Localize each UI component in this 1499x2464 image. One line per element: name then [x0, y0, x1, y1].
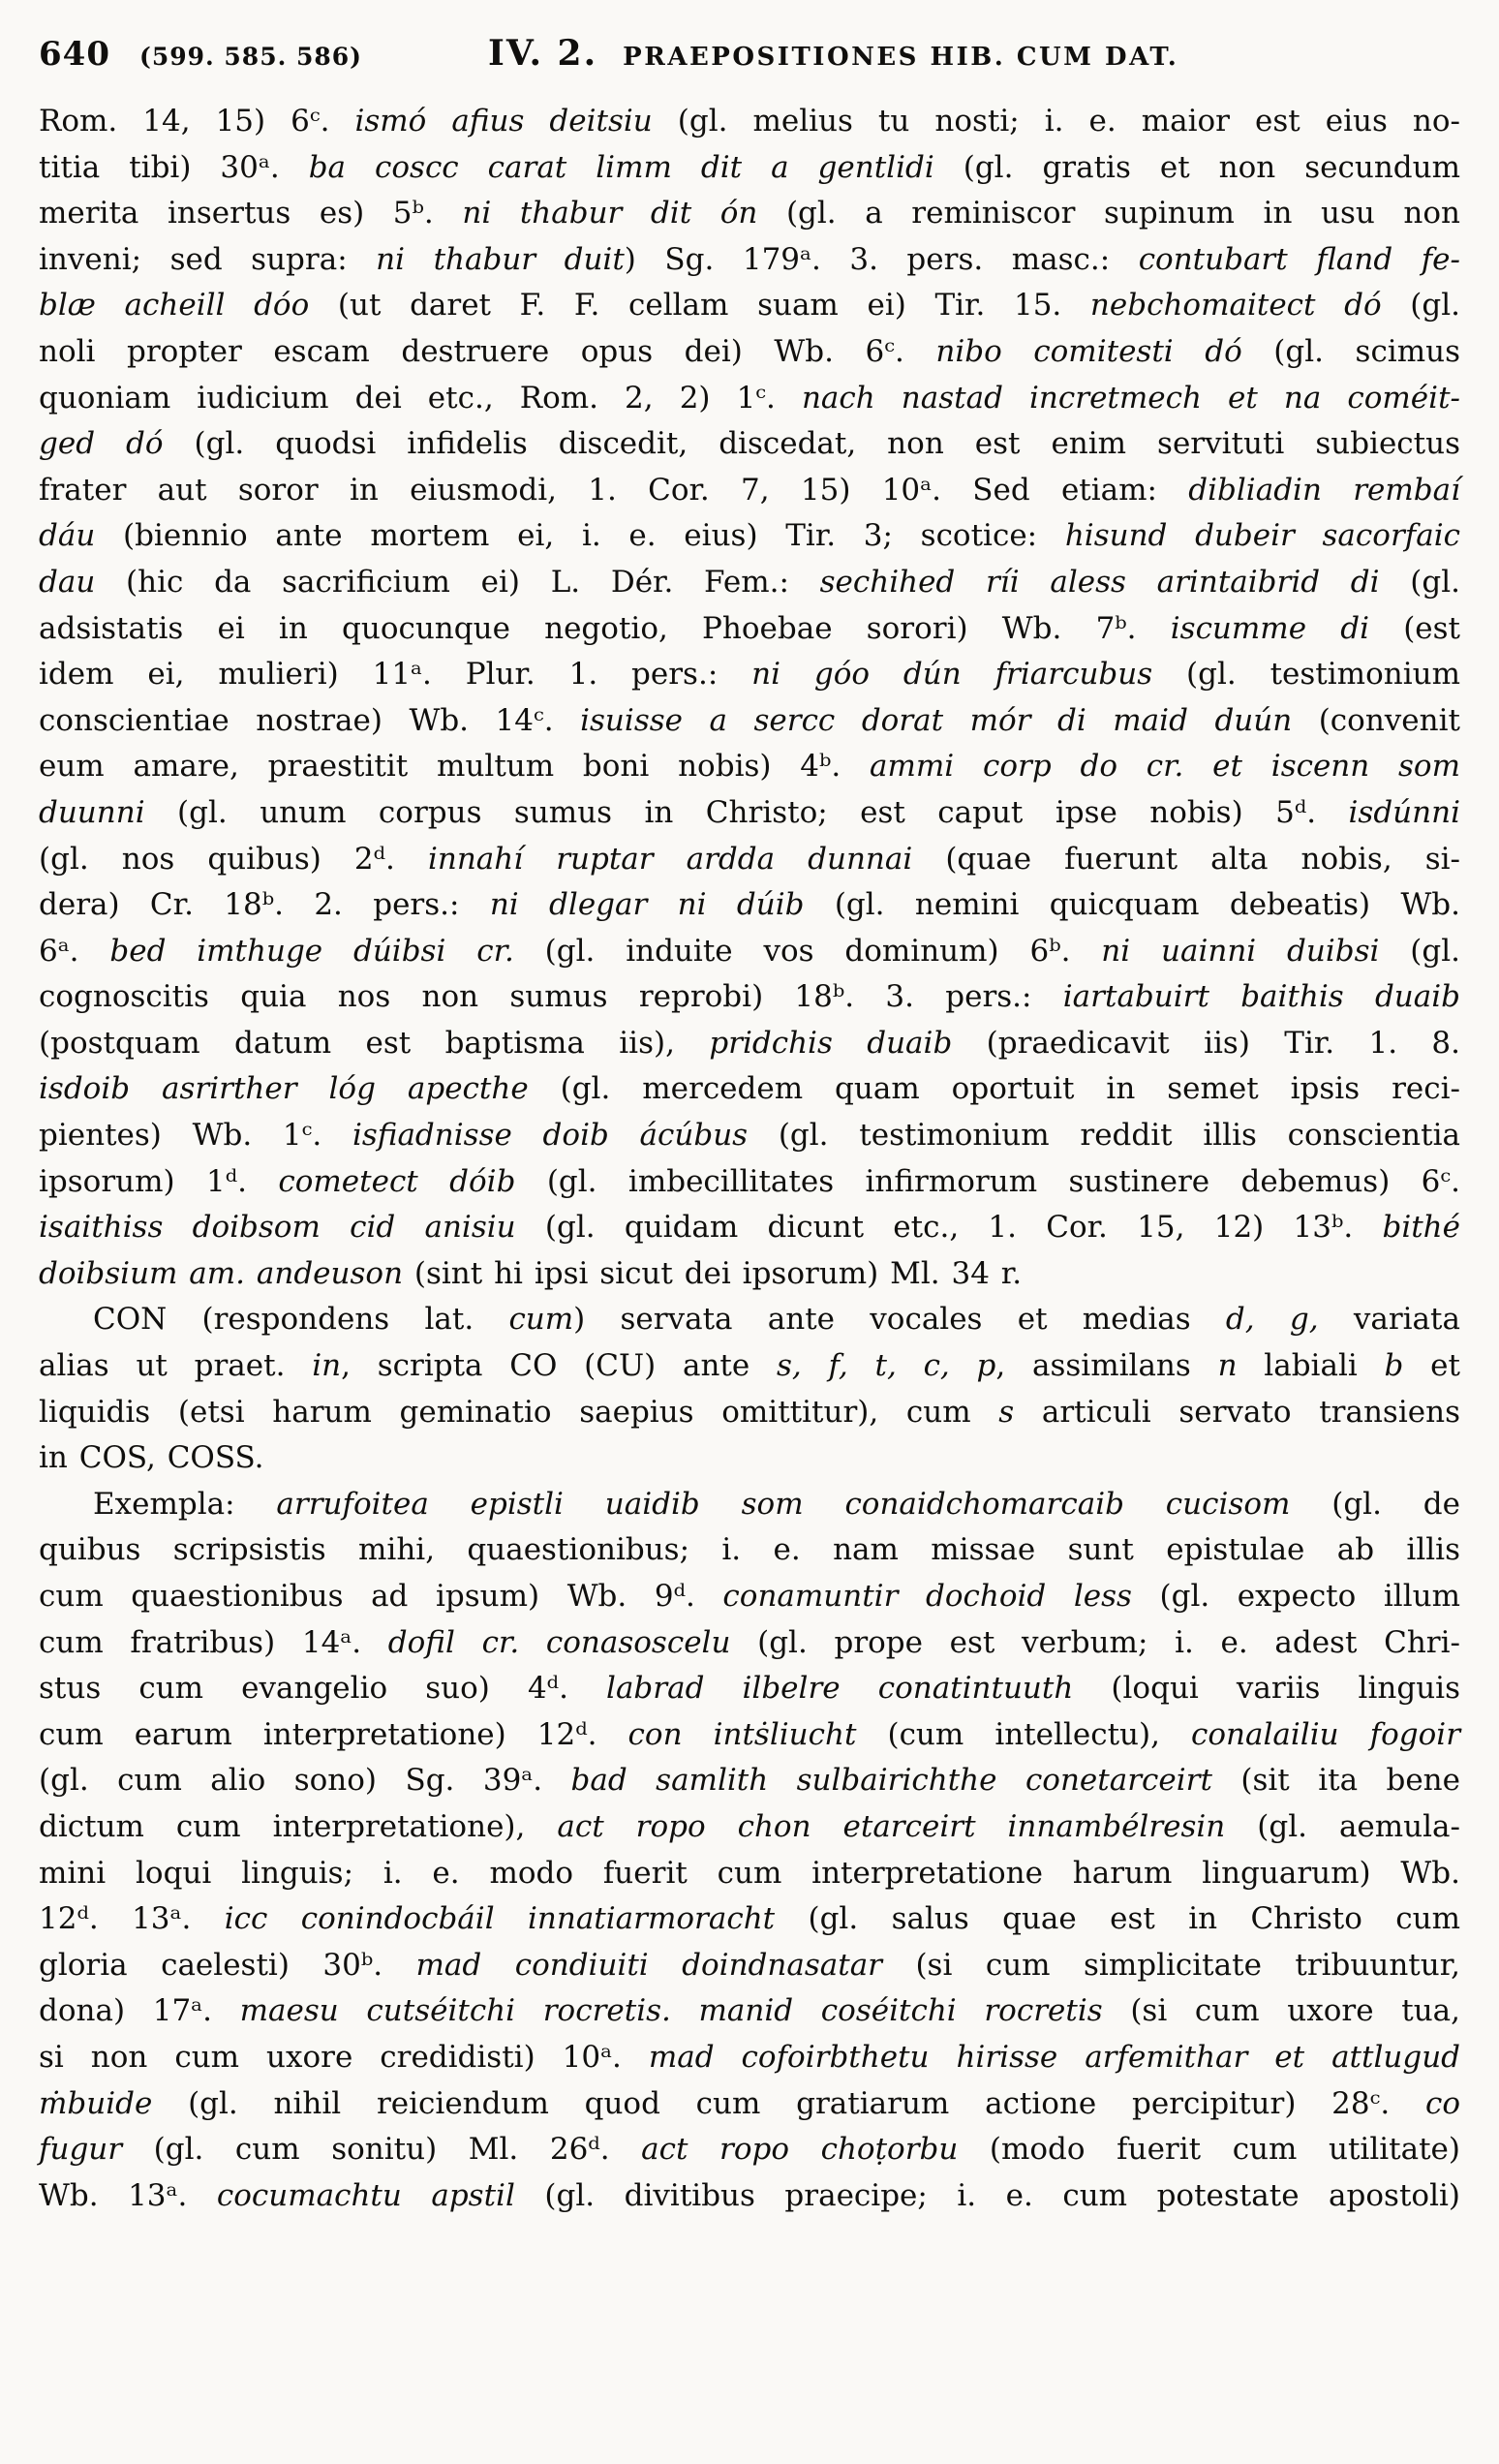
text-line: isdoib asrirther lóg apecthe (gl. mercedem quam oportuit in semet ipsis reci-	[39, 1071, 1460, 1107]
text-line: inveni; sed supra: ni thabur duit) Sg. 179ᵃ. 3. pers. masc.: contubart fland fe-	[39, 241, 1460, 277]
text-line: alias ut praet. in, scripta CO (CU) ante s, f, t, c, p, assimilans n labiali b et	[39, 1348, 1460, 1384]
text-line: si non cum uxore credidisti) 10ᵃ. mad cofoirbthetu hirisse arfemithar et attlugud	[39, 2039, 1461, 2075]
text-line: dictum cum interpretatione), act ropo chon etarceirt innambélresin (gl. aemula-	[39, 1808, 1460, 1844]
text-line: 6ᵃ. bed imthuge dúibsi cr. (gl. induite vos dominum) 6ᵇ. ni uainni duibsi (gl.	[39, 933, 1460, 969]
text-line: CON (respondens lat. cum) servata ante vocales et medias d, g, variata	[93, 1302, 1460, 1338]
page-number: 640	[39, 35, 110, 74]
text-line: gloria caelesti) 30ᵇ. mad condiuiti doindnasatar (si cum simplicitate tribuuntur,	[39, 1947, 1460, 1983]
body-text	[39, 99, 1460, 2219]
text-line: ipsorum) 1ᵈ. cometect dóib (gl. imbecillitates infirmorum sustinere debemus) 6ᶜ.	[39, 1163, 1460, 1199]
text-line: merita insertus es) 5ᵇ. ni thabur dit ón (gl. a reminiscor supinum in usu non	[39, 196, 1461, 231]
text-line: quoniam iudicium dei etc., Rom. 2, 2) 1ᶜ. nach nastad incretmech et na coméit-	[39, 380, 1461, 416]
text-line: doibsium am. andeuson (sint hi ipsi sicut dei ipsorum) Ml. 34 r.	[39, 1255, 1023, 1291]
text-line: in COS, COSS.	[39, 1440, 264, 1476]
text-line: fugur (gl. cum sonitu) Ml. 26ᵈ. act ropo choṭorbu (modo fuerit cum utilitate)	[39, 2132, 1460, 2168]
text-line: dau (hic da sacrificium ei) L. Dér. Fem.: sechihed ríi aless arintaibrid di (gl.	[39, 564, 1461, 600]
text-line: cum earum interpretatione) 12ᵈ. con intṡliucht (cum intellectu), conalailiu fogoir	[39, 1716, 1461, 1752]
text-line: Wb. 13ᵃ. cocumachtu apstil (gl. divitibus praecipe; i. e. cum potestate apostoli)	[39, 2177, 1460, 2213]
text-line: dona) 17ᵃ. maesu cutséitchi rocretis. manid coséitchi rocretis (si cum uxore tua,	[39, 1993, 1460, 2029]
text-line: mini loqui linguis; i. e. modo fuerit cum interpretatione harum linguarum) Wb.	[39, 1855, 1460, 1891]
text-line: isaithiss doibsom cid anisiu (gl. quidam dicunt etc., 1. Cor. 15, 12) 13ᵇ. bithé	[39, 1210, 1460, 1246]
running-head	[39, 33, 1460, 74]
page-title: PRAEPOSITIONES HIB. CUM DAT.	[623, 43, 1179, 72]
text-line: pientes) Wb. 1ᶜ. isfiadnisse doib ácúbus (gl. testimonium reddit illis conscientia	[39, 1118, 1460, 1154]
text-line: frater aut soror in eiusmodi, 1. Cor. 7, 15) 10ᵃ. Sed etiam: dibliadin rembaí	[39, 472, 1460, 508]
text-line: cognoscitis quia nos non sumus reprobi) 18ᵇ. 3. pers.: iartabuirt baithis duaib	[39, 979, 1461, 1015]
text-line: blæ acheill dóo (ut daret F. F. cellam suam ei) Tir. 15. nebchomaitect dó (gl.	[39, 288, 1460, 323]
text-line: ged dó (gl. quodsi infidelis discedit, discedat, non est enim servituti subiectus	[39, 426, 1460, 462]
text-line: adsistatis ei in quocunque negotio, Phoebae sorori) Wb. 7ᵇ. iscumme di (est	[39, 610, 1461, 646]
text-line: stus cum evangelio suo) 4ᵈ. labrad ilbelre conatintuuth (loqui variis linguis	[39, 1671, 1460, 1707]
text-line: (postquam datum est baptisma iis), pridchis duaib (praedicavit iis) Tir. 1. 8.	[39, 1025, 1460, 1061]
text-line: idem ei, mulieri) 11ᵃ. Plur. 1. pers.: ni góo dún friarcubus (gl. testimonium	[39, 657, 1460, 693]
text-line: liquidis (etsi harum geminatio saepius omittitur), cum s articuli servato transiens	[39, 1394, 1460, 1430]
text-line: (gl. cum alio sono) Sg. 39ᵃ. bad samlith sulbairichthe conetarceirt (sit ita bene	[39, 1763, 1460, 1799]
chapter-number: IV. 2.	[488, 33, 598, 74]
text-line: dáu (biennio ante mortem ei, i. e. eius) Tir. 3; scotice: hisund dubeir sacorfaic	[39, 518, 1460, 554]
section-refs: (599. 585. 586)	[138, 43, 363, 71]
text-line: noli propter escam destruere opus dei) Wb. 6ᶜ. nibo comitesti dó (gl. scimus	[39, 333, 1460, 369]
text-line: Rom. 14, 15) 6ᶜ. ismó afius deitsiu (gl. melius tu nosti; i. e. maior est eius no-	[39, 104, 1460, 139]
text-line: titia tibi) 30ᵃ. ba coscc carat limm dit a gentlidi (gl. gratis et non secundum	[39, 149, 1460, 185]
text-line: Exempla: arrufoitea epistli uaidib som conaidchomarcaib cucisom (gl. de	[93, 1486, 1460, 1522]
text-line: eum amare, praestitit multum boni nobis) 4ᵇ. ammi corp do cr. et iscenn som	[39, 749, 1460, 785]
text-line: conscientiae nostrae) Wb. 14ᶜ. isuisse a sercc dorat mór di maid duún (convenit	[39, 702, 1460, 738]
text-line: dera) Cr. 18ᵇ. 2. pers.: ni dlegar ni dúib (gl. nemini quicquam debeatis) Wb.	[39, 887, 1460, 923]
text-line: 12ᵈ. 13ᵃ. icc conindocbáil innatiarmoracht (gl. salus quae est in Christo cum	[39, 1901, 1460, 1937]
text-line: ṁbuide (gl. nihil reiciendum quod cum gratiarum actione percipitur) 28ᶜ. co	[39, 2085, 1460, 2121]
text-line: cum fratribus) 14ᵃ. dofil cr. conasoscelu (gl. prope est verbum; i. e. adest Chri-	[39, 1624, 1460, 1660]
text-line: (gl. nos quibus) 2ᵈ. innahí ruptar ardda dunnai (quae fuerunt alta nobis, si-	[39, 841, 1461, 877]
text-line: cum quaestionibus ad ipsum) Wb. 9ᵈ. conamuntir dochoid less (gl. expecto illum	[39, 1579, 1460, 1614]
text-line: duunni (gl. unum corpus sumus in Christo; est caput ipse nobis) 5ᵈ. isdúnni	[39, 794, 1460, 830]
text-line: quibus scripsistis mihi, quaestionibus; i. e. nam missae sunt epistulae ab illis	[39, 1532, 1460, 1568]
